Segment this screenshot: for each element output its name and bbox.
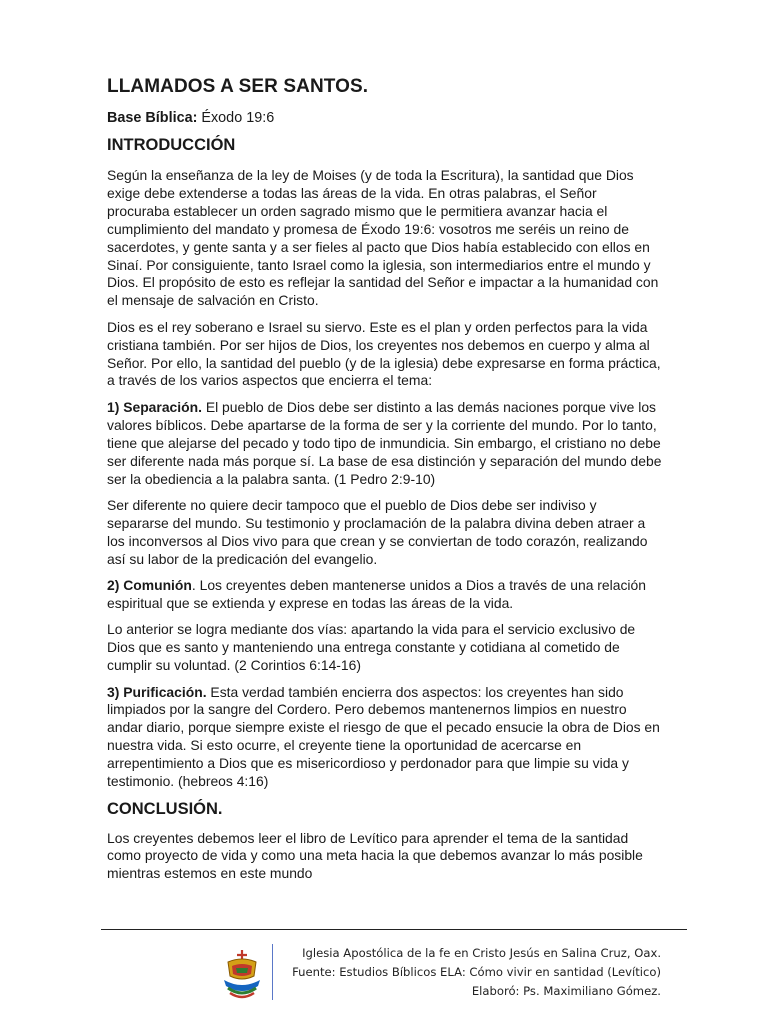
footer-author: Elaboró: Ps. Maximiliano Gómez.	[471, 984, 661, 999]
separation-text: El pueblo de Dios debe ser distinto a las demás naciones porque vive los valores bíblicos. Debe apartarse de la forma de ser y la corriente del mundo. Por lo tanto, tiene que alejarse del pecado y todo tipo de inmundicia. Sin embargo, el cristiano no debe ser diferente nada más porque sí. La base de esa distinción y separación del mundo debe ser la obediencia a la palabra santa. (1 Pedro 2:9-10)	[107, 398, 662, 487]
separation-paragraph	[107, 399, 662, 489]
separation-label: 1) Separación.	[107, 398, 202, 415]
church-emblem-icon	[220, 946, 264, 1002]
introduction-heading: INTRODUCCIÓN	[107, 136, 236, 154]
biblical-basis-reference: Éxodo 19:6	[197, 110, 275, 126]
footer-source: Fuente: Estudios Bíblicos ELA: Cómo vivir en santidad (Levítico)	[292, 965, 661, 980]
introduction-paragraph-1: Según la enseñanza de la ley de Moises (y de toda la Escritura), la santidad que Dios exige debe extenderse a todas las áreas de la vida. En otras palabras, el Señor procuraba establecer un orden sagrado mismo que le permitiera avanzar hacia el cumplimiento del mandato y promesa de Éxodo 19:6: vosotros me seréis un reino de sacerdotes, y gente santa y a ser fieles al pacto que Dios había establecido con ellos en Sinaí. Por consiguiente, tanto Israel como la iglesia, son intermediarios entre el mundo y Dios. El propósito de esto es reflejar la santidad del Señor e impactar a la humanidad con el mensaje de salvación en Cristo.	[107, 167, 659, 309]
footer-rule	[101, 929, 687, 930]
purification-label: 3) Purificación.	[107, 683, 207, 700]
document-title: LLAMADOS A SER SANTOS.	[107, 76, 369, 97]
introduction-paragraph-2: Dios es el rey soberano e Israel su siervo. Este es el plan y orden perfectos para la vida cristiana también. Por ser hijos de Dios, los creyentes nos debemos en cuerpo y alma al Señor. Por ello, la santidad del pueblo (y de la iglesia) debe expresarse en forma práctica, a través de los varios aspectos que encierra el tema:	[107, 318, 661, 389]
purification-paragraph	[107, 684, 662, 791]
communion-label: 2) Comunión	[107, 577, 192, 594]
biblical-basis-label: Base Bíblica:	[107, 110, 198, 126]
footer-divider	[272, 944, 273, 1000]
conclusion-paragraph: Los creyentes debemos leer el libro de Levítico para aprender el tema de la santidad como proyecto de vida y como una meta hacia la que debemos avanzar lo más posible mientras estemos en este mundo	[107, 829, 643, 882]
purification-text: Esta verdad también encierra dos aspectos: los creyentes han sido limpiados por la sangre del Cordero. Pero debemos mantenernos limpios en nuestro andar diario, porque siempre existe el riesgo de que el pecado ensucie la obra de Dios en nuestra vida. Si esto ocurre, el creyente tiene la oportunidad de acercarse en arrepentimiento a Dios que es misericordioso y perdonador para que limpie su vida y testimonio. (hebreos 4:16)	[107, 683, 660, 790]
communion-followup-paragraph: Lo anterior se logra mediante dos vías: apartando la vida para el servicio exclusivo de Dios que es santo y manteniendo una entrega constante y cotidiana al cometido de cumplir su voluntad. (2 Corintios 6:14-16)	[107, 621, 636, 674]
footer-credits	[292, 944, 661, 1002]
communion-text: . Los creyentes deben mantenerse unidos a Dios a través de una relación espiritual que se extienda y exprese en todas las áreas de la vida.	[107, 577, 646, 611]
separation-followup-paragraph: Ser diferente no quiere decir tampoco que el pueblo de Dios debe ser indiviso y separarse del mundo. Su testimonio y proclamación de la palabra divina deben atraer a los inconversos al Dios vivo para que crean y se conviertan de todo corazón, realizando así su labor de la predicación del evangelio.	[107, 496, 648, 567]
communion-paragraph	[107, 577, 662, 613]
document-body	[107, 70, 662, 892]
conclusion-heading: CONCLUSIÓN.	[107, 799, 223, 818]
biblical-basis	[107, 110, 662, 126]
footer-church-name: Iglesia Apostólica de la fe en Cristo Jesús en Salina Cruz, Oax.	[302, 946, 661, 960]
